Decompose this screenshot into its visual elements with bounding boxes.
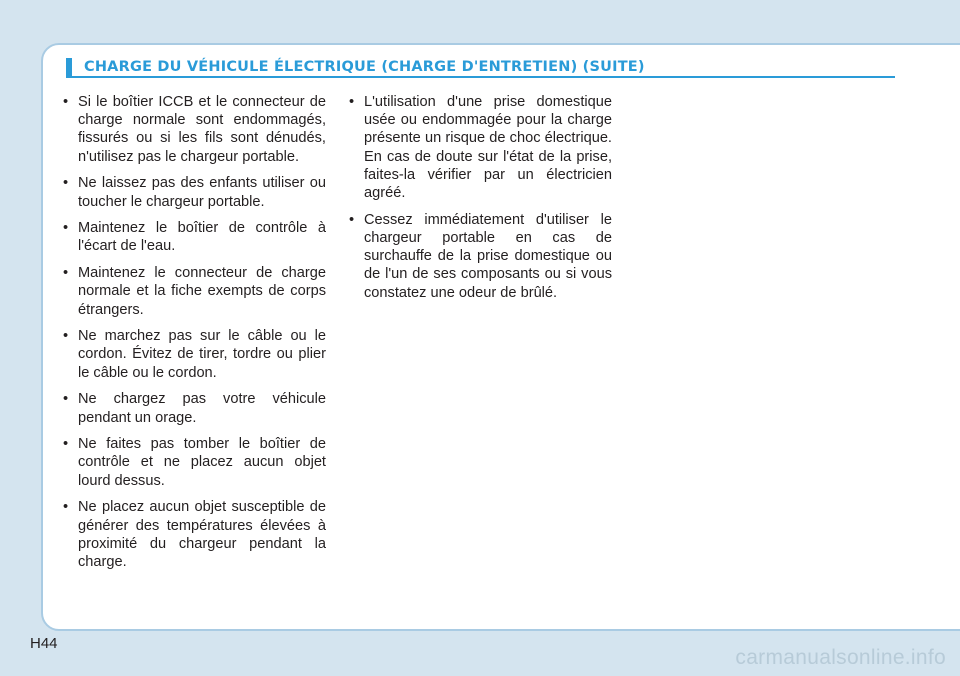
bullet-icon: • <box>63 94 69 110</box>
list-item <box>62 174 326 210</box>
list-item-text: Ne marchez pas sur le câble ou le cordon. Évitez de tirer, tordre ou plier le câble ou le cordon. <box>78 328 326 381</box>
bullet-icon: • <box>63 265 69 282</box>
list-item-text: Ne placez aucun objet susceptible de générer des températures élevées à proximité du chargeur pendant la charge. <box>78 499 326 570</box>
section-header <box>66 57 895 79</box>
list-item-text: Ne chargez pas votre véhicule pendant un orage. <box>78 391 326 426</box>
watermark: carmanualsonline.info <box>735 646 946 669</box>
list-item <box>62 498 326 571</box>
bullet-icon: • <box>349 211 355 228</box>
bullet-icon: • <box>63 436 69 453</box>
list-item <box>62 93 326 166</box>
list-item <box>62 327 326 382</box>
section-title: CHARGE DU VÉHICULE ÉLECTRIQUE (CHARGE D'ENTRETIEN) (SUITE) <box>84 59 645 75</box>
bullet-icon: • <box>63 391 69 408</box>
list-item-text: Si le boîtier ICCB et le connecteur de charge normale sont endommagés, fissurés ou si les fils sont dénudés, n'utilisez pas le chargeur portable. <box>78 94 326 165</box>
list-item <box>348 93 612 202</box>
list-item <box>62 435 326 490</box>
bullet-icon: • <box>349 94 355 110</box>
list-item <box>62 264 326 319</box>
bullet-icon: • <box>63 220 69 237</box>
list-item <box>348 211 612 302</box>
list-item-text: Maintenez le connecteur de charge normale et la fiche exempts de corps étrangers. <box>78 265 326 318</box>
section-divider <box>72 76 895 78</box>
section-accent-bar <box>66 58 72 78</box>
list-item-text: Cessez immédiatement d'utiliser le chargeur portable en cas de surchauffe de la prise domestique ou de l'un de ses composants ou si vous constatez une odeur de brûlé. <box>364 211 612 301</box>
list-item-text: Maintenez le boîtier de contrôle à l'écart de l'eau. <box>78 220 326 255</box>
left-column-list <box>62 93 326 580</box>
list-item-text: Ne faites pas tomber le boîtier de contrôle et ne placez aucun objet lourd dessus. <box>78 436 326 489</box>
bullet-icon: • <box>63 499 69 516</box>
list-item <box>62 390 326 426</box>
right-column-list <box>348 93 612 310</box>
bullet-icon: • <box>63 175 69 192</box>
list-item-text: L'utilisation d'une prise domestique usée ou endommagée pour la charge présente un risque de choc électrique. En cas de doute sur l'état de la prise, faites-la vérifier par un électricien agréé. <box>364 94 612 202</box>
bullet-icon: • <box>63 328 69 345</box>
list-item <box>62 219 326 255</box>
list-item-text: Ne laissez pas des enfants utiliser ou toucher le chargeur portable. <box>78 175 326 210</box>
page-number: H44 <box>30 635 58 652</box>
